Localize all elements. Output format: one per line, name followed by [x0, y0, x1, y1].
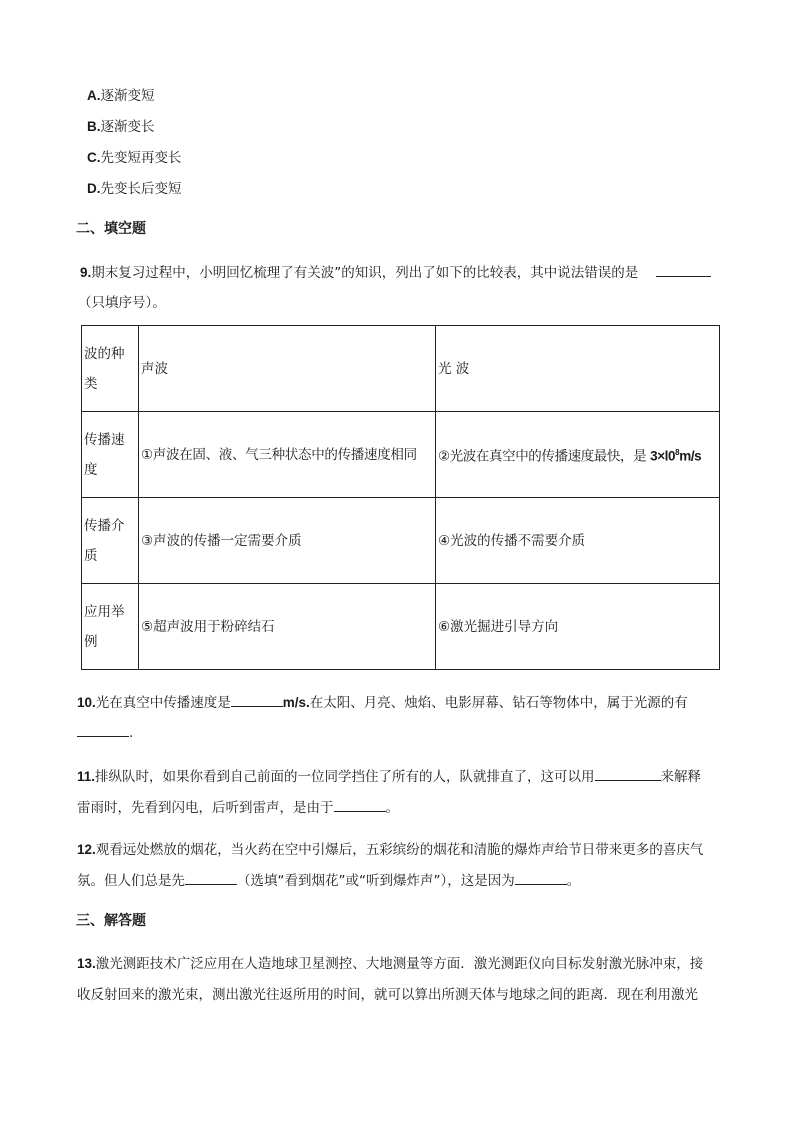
- speed-value: 3×l0: [650, 448, 676, 464]
- question-number: 10.: [77, 695, 96, 710]
- answer-blank[interactable]: [515, 870, 567, 885]
- option-letter: C.: [87, 150, 101, 165]
- question-text: 排纵队时，如果你看到自己前面的一位同学挡住了所有的人，队就排直了，这可以用: [95, 769, 595, 785]
- table-cell: ①声波在固、液、气三种状态中的传播速度相同: [139, 412, 436, 498]
- option-d: [87, 177, 182, 197]
- table-row: [82, 412, 720, 498]
- question-12-line-2: [77, 869, 580, 889]
- table-row: [82, 326, 720, 412]
- question-number: 12.: [77, 842, 96, 857]
- table-row: [82, 584, 720, 670]
- row-header: 应用举例: [82, 584, 139, 670]
- question-text: 雷雨时，先看到闪电，后听到雷声，是由于: [77, 800, 334, 816]
- option-letter: B.: [87, 119, 101, 134]
- question-10-line-2: [77, 722, 133, 741]
- question-number: 9.: [80, 265, 92, 280]
- answer-blank[interactable]: [185, 870, 237, 885]
- section-title-answer: 三、解答题: [76, 913, 146, 929]
- row-header: 传播速度: [82, 412, 139, 498]
- option-text: 逐渐变短: [100, 88, 155, 104]
- question-number: 11.: [77, 769, 96, 784]
- question-text: （选填“看到烟花”或“听到爆炸声”），这是因为: [237, 873, 515, 889]
- question-text: 。: [385, 800, 399, 816]
- option-text: 先变长后变短: [100, 181, 182, 197]
- table-cell: [436, 412, 720, 498]
- question-text: 。: [566, 873, 581, 889]
- answer-blank[interactable]: [231, 692, 283, 707]
- option-b: [87, 115, 155, 135]
- question-9-line-2: （只填序号）。: [78, 295, 166, 311]
- option-c: [87, 146, 182, 166]
- question-text: 氛。但人们总是先: [77, 873, 185, 889]
- question-text: 光在真空中传播速度是: [95, 695, 231, 711]
- table-cell: ④光波的传播不需要介质: [436, 498, 720, 584]
- question-text: 来解释: [660, 769, 702, 785]
- row-header: 波的种类: [82, 326, 139, 412]
- question-text: .: [129, 725, 134, 741]
- question-text: 期末复习过程中，小明回忆梳理了有关波”的知识，列出了如下的比较表，其中说法错误的是: [91, 265, 639, 281]
- unit-text: m/s.: [282, 695, 310, 710]
- answer-blank[interactable]: [77, 722, 129, 737]
- question-9-line-1: [80, 261, 711, 281]
- option-a: [87, 84, 155, 104]
- table-cell: 声波: [139, 326, 436, 412]
- question-11-line-2: [77, 796, 399, 816]
- section-title-fill-blank: 二、填空题: [76, 221, 146, 237]
- option-letter: A.: [87, 88, 101, 103]
- answer-blank[interactable]: [334, 797, 386, 812]
- question-13-line-1: [77, 952, 703, 972]
- option-text: 先变短再变长: [100, 150, 182, 166]
- question-13-line-2: 收反射回来的激光束，测出激光往返所用的时间，就可以算出所测天体与地球之间的距离．现在利用激光: [77, 987, 698, 1003]
- table-cell: 光 波: [436, 326, 720, 412]
- question-number: 13.: [77, 956, 96, 971]
- question-text: 激光测距技术广泛应用在人造地球卫星测控、大地测量等方面．激光测距仪向目标发射激光脉冲束，接: [95, 956, 704, 972]
- table-cell: ⑤超声波用于粉碎结石: [139, 584, 436, 670]
- row-header: 传播介质: [82, 498, 139, 584]
- comparison-table: [81, 325, 720, 670]
- speed-exponent: 8: [675, 447, 680, 457]
- question-text: 观看远处燃放的烟花，当火药在空中引爆后，五彩缤纷的烟花和清脆的爆炸声给节日带来更多的喜庆气: [95, 842, 704, 858]
- question-11-line-1: [77, 765, 701, 785]
- answer-blank[interactable]: [595, 766, 661, 781]
- question-10-line-1: [77, 691, 688, 711]
- question-12-line-1: [77, 838, 703, 858]
- cell-text: ②光波在真空中的传播速度最快，是: [438, 448, 651, 465]
- option-text: 逐渐变长: [100, 119, 155, 135]
- option-letter: D.: [87, 181, 101, 196]
- answer-blank[interactable]: [656, 262, 711, 277]
- question-text: 在太阳、月亮、烛焰、电影屏幕、钻石等物体中，属于光源的有: [309, 695, 688, 711]
- table-cell: ⑥激光掘进引导方向: [436, 584, 720, 670]
- speed-unit: m/s: [679, 448, 702, 464]
- table-cell: ③声波的传播一定需要介质: [139, 498, 436, 584]
- table-row: [82, 498, 720, 584]
